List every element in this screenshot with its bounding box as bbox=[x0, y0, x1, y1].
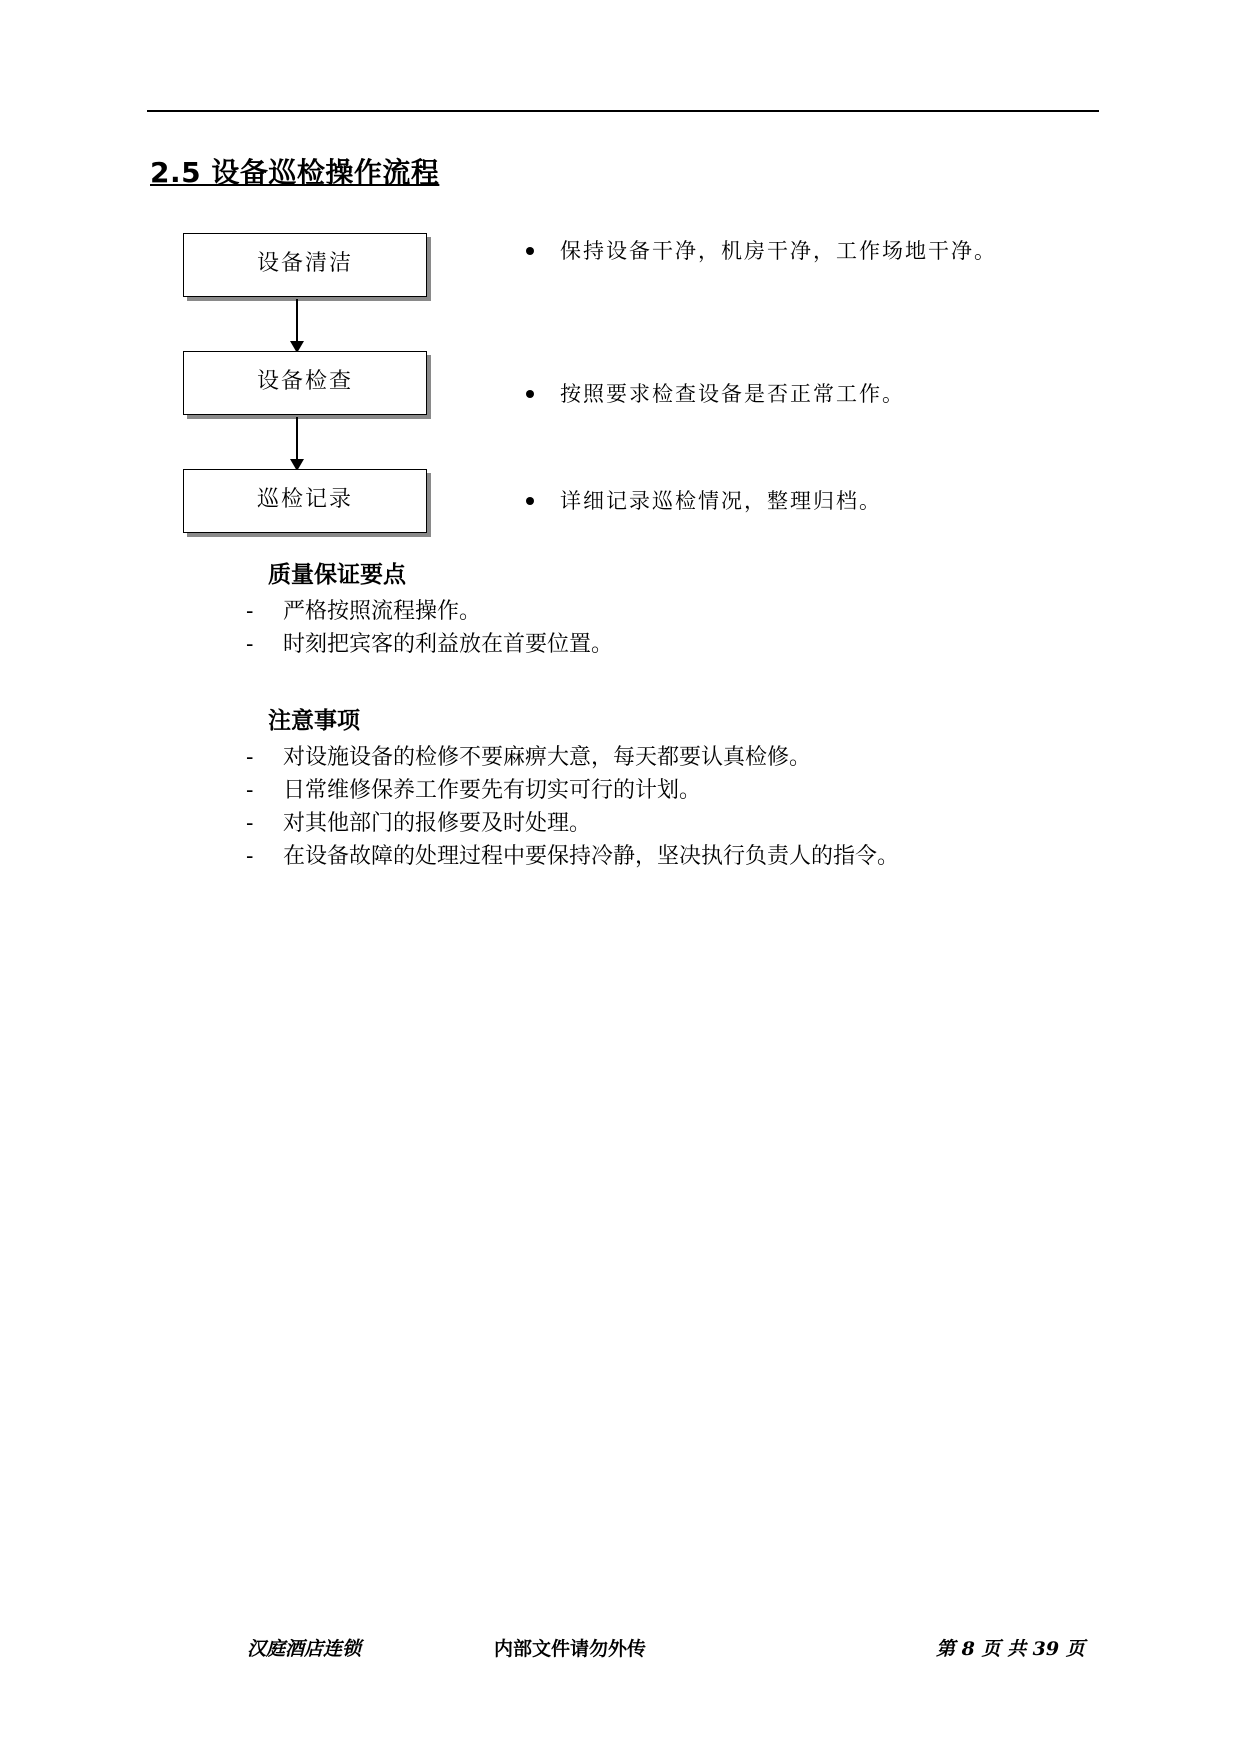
bullet-icon bbox=[526, 247, 534, 255]
notes-list bbox=[246, 741, 899, 873]
dash-marker: - bbox=[246, 778, 254, 803]
dash-marker: - bbox=[246, 844, 254, 869]
notes-title: 注意事项 bbox=[268, 708, 360, 734]
dash-marker: - bbox=[246, 599, 254, 624]
section-heading: 2.5 设备巡检操作流程 bbox=[150, 156, 440, 189]
bullet-icon bbox=[526, 390, 534, 398]
header-rule bbox=[147, 110, 1099, 112]
quality-title: 质量保证要点 bbox=[268, 562, 406, 588]
flow-description-record: 详细记录巡检情况，整理归档。 bbox=[526, 485, 882, 515]
dash-marker: - bbox=[246, 632, 254, 657]
flow-arrow-down-icon bbox=[296, 299, 298, 351]
flow-description-check: 按照要求检查设备是否正常工作。 bbox=[526, 378, 905, 408]
flow-description-clean: 保持设备干净，机房干净，工作场地干净。 bbox=[526, 235, 997, 265]
list-item: - 对其他部门的报修要及时处理。 bbox=[246, 807, 899, 840]
footer-notice: 内部文件请勿外传 bbox=[494, 1638, 647, 1660]
dash-marker: - bbox=[246, 745, 254, 770]
footer-company: 汉庭酒店连锁 bbox=[247, 1638, 362, 1660]
flow-step-clean: 设备清洁 bbox=[183, 233, 427, 297]
flow-arrow-down-icon bbox=[296, 417, 298, 469]
list-item: - 在设备故障的处理过程中要保持冷静，坚决执行负责人的指令。 bbox=[246, 840, 899, 873]
quality-list bbox=[246, 595, 613, 661]
footer-page-info: 第 8 页 共 39 页 bbox=[936, 1638, 1085, 1660]
bullet-icon bbox=[526, 497, 534, 505]
list-item: - 日常维修保养工作要先有切实可行的计划。 bbox=[246, 774, 899, 807]
list-item: - 时刻把宾客的利益放在首要位置。 bbox=[246, 628, 613, 661]
list-item: - 严格按照流程操作。 bbox=[246, 595, 613, 628]
dash-marker: - bbox=[246, 811, 254, 836]
flow-step-record: 巡检记录 bbox=[183, 469, 427, 533]
flow-step-check: 设备检查 bbox=[183, 351, 427, 415]
list-item: - 对设施设备的检修不要麻痹大意，每天都要认真检修。 bbox=[246, 741, 899, 774]
